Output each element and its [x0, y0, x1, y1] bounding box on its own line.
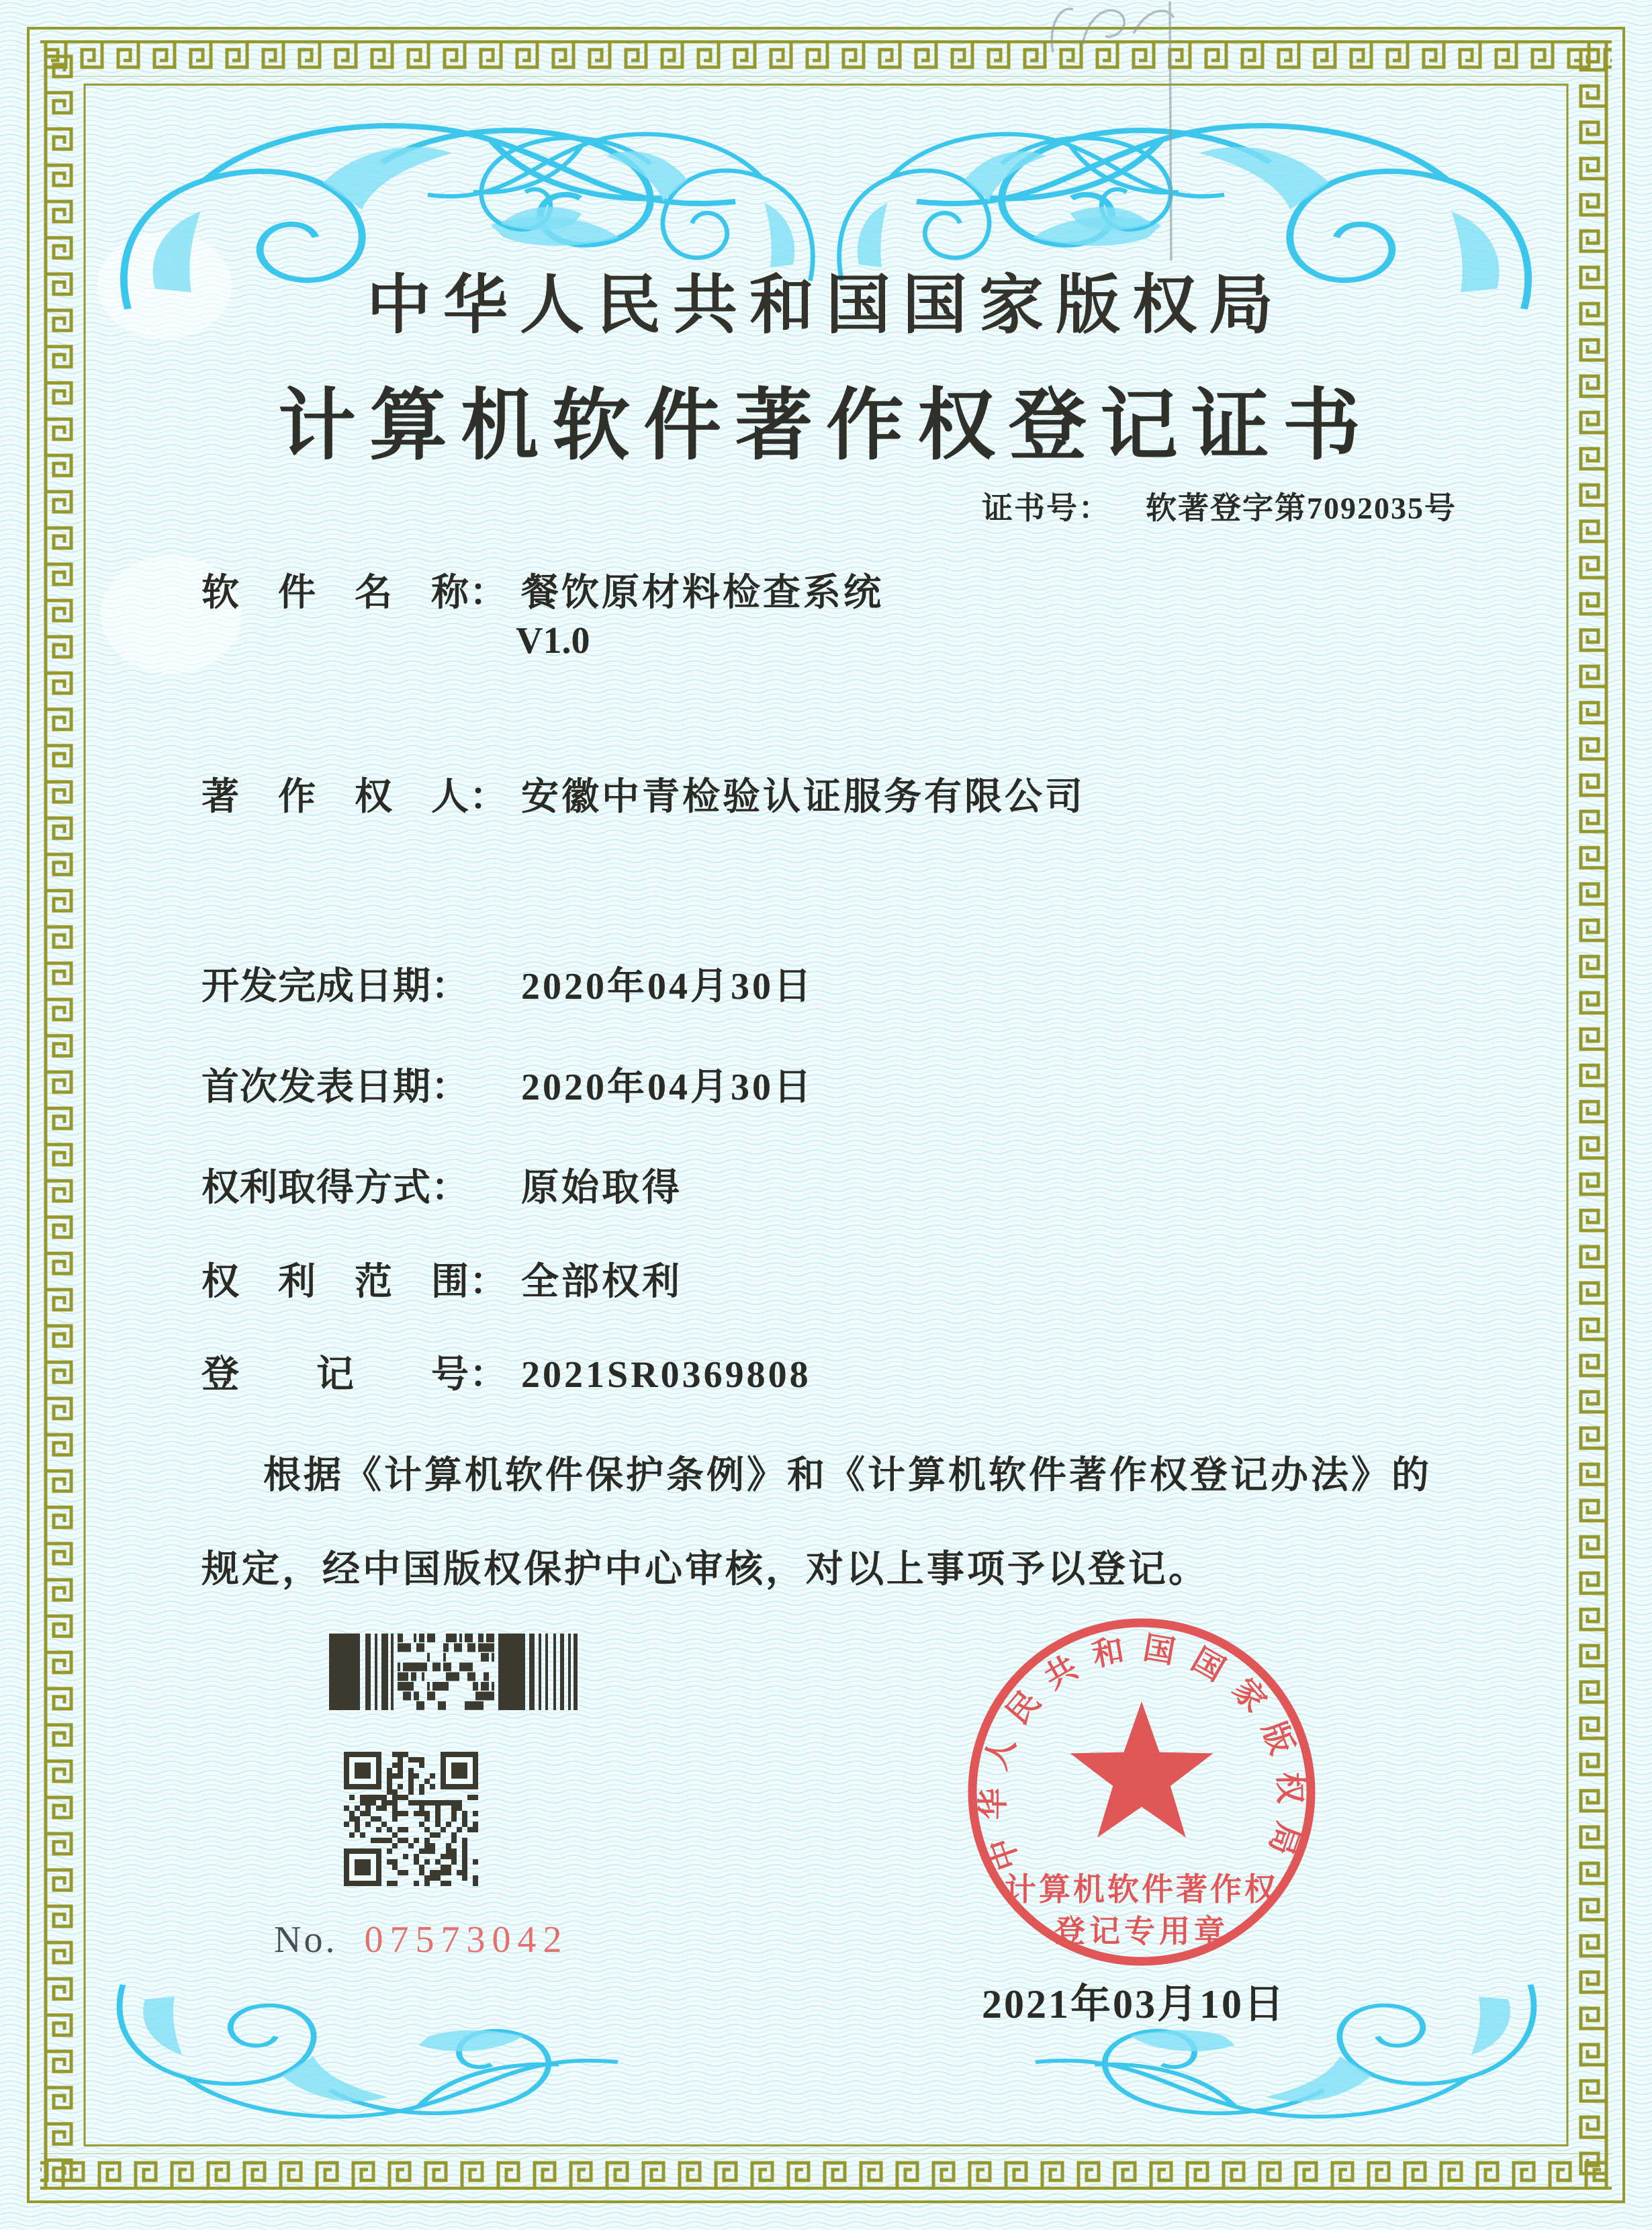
field-value: 2021SR0369808 [521, 1354, 811, 1396]
barcode [329, 1634, 578, 1716]
field-label: 登 记 号： [201, 1354, 508, 1396]
certificate-title: 计算机软件著作权登记证书 [278, 384, 1374, 470]
certificate-number-label: 证书号： [982, 491, 1111, 525]
serial-label: No. [274, 1919, 338, 1961]
field-rights-acquisition [201, 1158, 682, 1212]
field-software-version: V1.0 [516, 620, 590, 662]
field-first-publish-date [201, 1057, 814, 1111]
field-dev-complete-date [201, 956, 814, 1010]
serial-value: 07573042 [364, 1919, 569, 1961]
field-value: 2020年04月30日 [521, 966, 814, 1008]
field-label: 开发完成日期： [201, 966, 469, 1008]
field-value: 原始取得 [521, 1167, 682, 1209]
field-label: 首次发表日期： [201, 1067, 469, 1108]
seal-line1: 计算机软件著作权 [1005, 1873, 1279, 1908]
field-value: 全部权利 [521, 1261, 682, 1303]
issue-date: 2021年03月10日 [982, 1982, 1286, 2026]
statement-line1: 根据《计算机软件保护条例》和《计算机软件著作权登记办法》的 [263, 1455, 1432, 1497]
seal-line2: 登记专用章 [1054, 1914, 1229, 1949]
seal-star [1070, 1701, 1213, 1838]
certificate-number-line [982, 484, 1457, 528]
certificate-number-value: 软著登字第7092035号 [1146, 491, 1457, 525]
field-value: 安徽中青检验认证服务有限公司 [521, 776, 1085, 818]
qr-code [344, 1752, 478, 1889]
field-rights-scope [201, 1252, 682, 1306]
statement-line2: 规定，经中国版权保护中心审核，对以上事项予以登记。 [201, 1549, 1209, 1591]
field-label: 权利取得方式： [201, 1167, 469, 1209]
field-value: 餐饮原材料检查系统 [521, 572, 884, 614]
field-software-name [201, 563, 884, 617]
seal-ring-text: 中华人民共和国国家版权局 [976, 1630, 1307, 1875]
field-label: 软 件 名 称： [201, 572, 508, 614]
authority-title: 中华人民共和国国家版权局 [367, 269, 1285, 341]
field-label: 著 作 权 人： [201, 776, 508, 818]
field-value: 2020年04月30日 [521, 1067, 814, 1108]
field-registration-number [201, 1345, 811, 1398]
field-label: 权 利 范 围： [201, 1261, 508, 1303]
official-seal [950, 1601, 1333, 1987]
serial-number-line [274, 1918, 568, 1961]
field-copyright-owner [201, 767, 1085, 821]
